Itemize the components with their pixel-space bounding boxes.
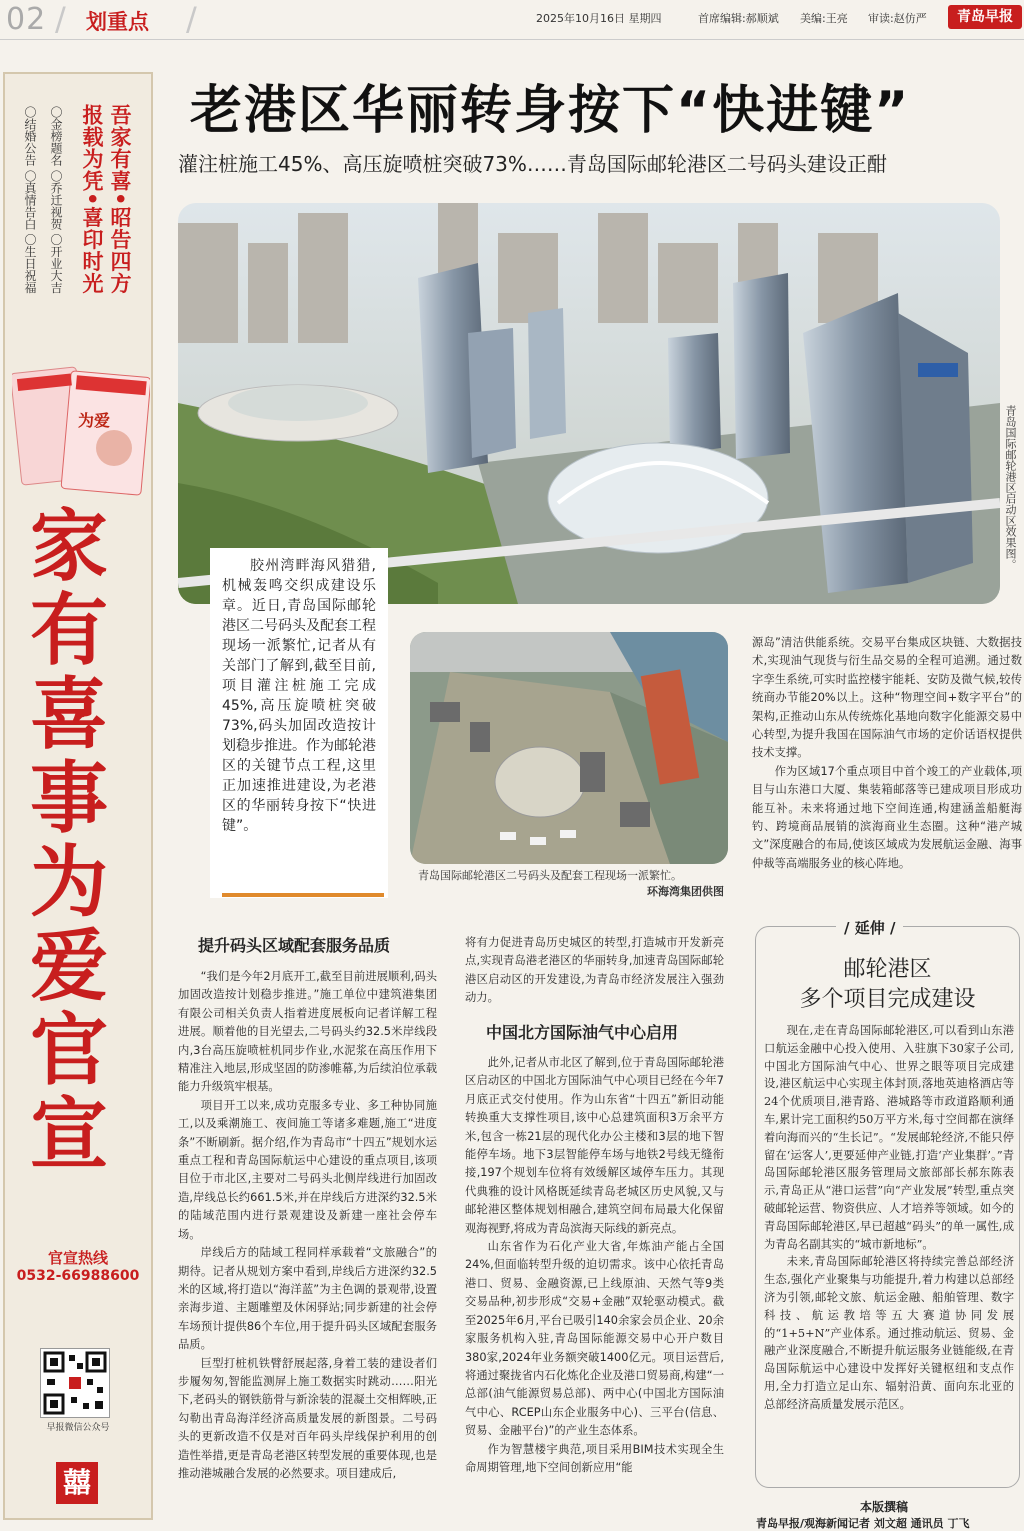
lead-paragraph: 胶州湾畔海风猎猎,机械轰鸣交织成建设乐章。近日,青岛国际邮轮港区二号码头及配套工程现场一派繁忙,记者从有关部门了解到,截至目前,项目灌注桩施工完成45%,高压旋喷桩突破73%,码头加固改造按计划稳步推进。作为邮轮港区的关键节点工程,这里正加速推进建设,为老港区的华丽转身按下“快进键”。 [222,558,376,834]
construction-site-photo [410,632,728,864]
credit-names: 青岛早报/观海新闻记者 刘文超 通讯员 丁飞 [756,1517,970,1530]
section-name: 划重点 [86,10,149,34]
sidebar-paragraph: 未来,青岛国际邮轮港区将持续完善总部经济生态,强化产业聚集与功能提升,着力构建以总部经济为引领,邮轮文旅、航运金融、船舶管理、数字科技、航运教培等五大赛道协同发展的“1+5+N”产业体系。通过推动航运、贸易、金融产业深度融合,不断提升航运服务业链能级,在青岛国际航运中心建设中发挥好关键枢纽和支点作用,全力打造立足山东、辐射沿黄、面向东北亚的总部经济高质量发展示范区。 [764,1255,1014,1411]
ad-items-2: 〇结婚公告 〇真情告白 〇生日祝福 [23,106,37,294]
hotline-number: 0532-66988600 [16,1268,140,1284]
sidebar-text [764,1022,1014,1414]
body-paragraph: 此外,记者从市北区了解到,位于青岛国际邮轮港区启动区的中国北方国际油气中心项目已经在今年7月底正式交付使用。作为山东省“十四五”新旧动能转换重大支撑性项目,该中心总建筑面积3万余平方米,包含一栋21层的现代化办公主楼和3层的地下智能停车场。地下3层智能停车场与地铁2号线无缝衔接,197个规划车位将有效缓解区域停车压力。其现代典雅的设计风格既延续青岛老城区历史风貌,又与邮轮港区整体规划相融合,建筑空间布局最大化保留观海视野,将成为青岛滨海天际线的新亮点。 [465,1056,724,1235]
issue-date: 2025年10月16日 星期四 [536,12,662,25]
body-column-2-top [465,934,724,1008]
sidebar-title-line2: 多个项目完成建设 [799,987,976,1012]
cruise-port-rendering-image [178,203,1000,604]
photo1-caption: 青岛国际邮轮港区启动区效果图。 [1004,405,1017,570]
qr-caption: 早报微信公众号 [46,1423,110,1433]
article-title: 老港区华丽转身按下“快进键” [190,81,911,141]
hotline-label: 官宣热线 [47,1249,108,1267]
body-paragraph: 巨型打桩机铁臂舒展起落,身着工装的建设者们步履匆匆,智能监测屏上施工数据实时跳动……阳光下,老码头的钢铁筋骨与新涂装的混凝土交相辉映,正勾勒出青岛海洋经济高质量发展的新图景。二号码头的更新改造不仅是对百年码头岸线保护利用的创造性举措,更是青岛老港区转型发展的重要体现,也是推动港城融合发展的必然要求。项目建成后, [178,1356,437,1480]
svg-text:为爱: 为爱 [78,411,111,430]
ad-headline-2: 报载为凭•喜印时光 [80,104,104,295]
proofreader: 审读:赵仿严 [868,12,927,25]
art-editor: 美编:王亮 [800,12,848,25]
body-paragraph: “我们是今年2月底开工,截至目前进展顺利,码头加固改造按计划稳步推进。”施工单位中建筑港集团有限公司相关负责人指着进度展板向记者详解工程进展。顺着他的目光望去,二号码头约32.5米岸线段内,3台高压旋喷桩机同步作业,水泥浆在高压作用下精准注入地层,形成坚固的防渗帷幕,为后续泊位承载能力升级筑牢根基。 [178,970,437,1094]
body-paragraph: 山东省作为石化产业大省,年炼油产能占全国24%,但面临转型升级的迫切需求。该中心依托青岛港口、贸易、金融资源,已上线原油、天然气等9类交易品种,初步形成“交易+金融”双轮驱动模式。截至2025年6月,平台已吸引140余家会员企业、20余家服务机构入驻,青岛国际能源交易中心开户数目380家,2024年业务额突破1400亿元。项目运营后,将通过聚拢省内石化炼化企业及港口贸易商,构建“一总部(油气能源贸易总部)、两中心(中国北方国际油气中心、RCEP山东企业服务中心)、三平台(信息、贸易、金融平台)”的产业生态体系。 [465,1240,724,1438]
ad-big-slogan: 家有喜事 为爱官宣 [30,502,109,1180]
body-column-2 [465,1054,724,1477]
sidebar-title-line1: 邮轮港区 [843,957,932,982]
newspaper-logo: 青岛早报 [948,5,1022,29]
right-paragraph: 源岛”清洁供能系统。交易平台集成区块链、大数据技术,实现油气现货与衍生品交易的全程可追溯。通过数字孪生系统,可实时监控楼宇能耗、安防及微气候,较传统商办节能20%以上。这种“物理空间+数字平台”的架构,正推动山东从传统炼化基地向数字化能源交易中心转型,为提升我国在国际油气市场的定价话语权提供技术支撑。 [752,636,1022,760]
page-number: 02 [6,2,47,37]
section1-heading: 提升码头区域配套服务品质 [198,936,391,955]
sidebar-tag: / 延伸 / [836,917,903,938]
double-happiness-stamp: 囍 [56,1462,98,1504]
section2-heading: 中国北方国际油气中心启用 [486,1023,679,1042]
header-divider: / [55,0,66,38]
chief-editor: 首席编辑:郝顺斌 [698,12,779,25]
credit-label: 本版撰稿 [860,1500,909,1514]
sidebar-paragraph: 现在,走在青岛国际邮轮港区,可以看到山东港口航运金融中心投入使用、入驻旗下30家子公司,中国北方国际油气中心、世界之眼等项目完成建设,港区航运中心实现主体封顶,落地英迪格酒店等24个优质项目,港青路、港城路等市政道路顺利通车,累计完工面积约50万平方米,每寸空间都在演绎着向海而兴的“生长记”。“发展邮轮经济,不能只停留在‘运客人’,更要延伸产业链,打造‘产业集群’。”青岛国际邮轮港区服务管理局文旅部部长郝东陈表示,青岛正从“港口运营”向“产业发展”转型,重点突破邮轮运营、物资供应、人才培养等领域。如今的青岛国际邮轮港区,早已超越“码头”的单一属性,成为青岛名副其实的“城市新地标”。 [764,1024,1014,1251]
ad-headline-1: 吾家有喜•昭告四方 [108,104,132,295]
right-paragraph: 作为区域17个重点项目中首个竣工的产业载体,项目与山东港口大厦、集装箱邮落等已建成项目形成功能互补。未来将通过地下空间连通,构建涵盖船艇海钓、跨境商品展销的滨海商业生态圈。这种“港产城文”深度融合的布局,使该区域成为发展航运金融、海事仲裁等高端服务业的核心阵地。 [752,764,1022,870]
article-subtitle: 灌注桩施工45%、高压旋喷桩突破73%……青岛国际邮轮港区二号码头建设正酣 [178,152,887,176]
body-column-1 [178,968,437,1483]
ad-items-1: 〇金榜题名 〇乔迁视贺 〇开业大吉 [49,106,63,294]
body-paragraph: 将有力促进青岛历史城区的转型,打造城市开发新亮点,实现青岛港老港区的华丽转身,加速青岛国际邮轮港区启动区的开发建设,为青岛市经济发展注入强劲动力。 [465,936,724,1005]
photo2-credit: 环海湾集团供图 [647,885,724,898]
lead-underline [222,893,384,897]
body-paragraph: 作为智慧楼宇典范,项目采用BIM技术实现全生命周期管理,地下空间创新应用“能 [465,1442,724,1474]
qr-code[interactable] [40,1348,110,1418]
body-paragraph: 岸线后方的陆域工程同样承载着“文旅融合”的期待。记者从规划方案中看到,岸线后方进深约32.5米的区域,将打造以“海洋蓝”为主色调的景观带,设置亲海步道、主题雕塑及休闲驿站;同步新建的社会停车场预计提供86个车位,用于提升码头区域配套服务品质。 [178,1246,437,1352]
header-divider: / [186,0,197,38]
ad-newspaper-thumbnails [12,362,150,498]
right-top-column [752,634,1022,873]
photo2-caption [418,868,724,900]
body-paragraph: 项目开工以来,成功克服多专业、多工种协同施工,以及乘潮施工、夜间施工等诸多难题,施工“进度条”不断刷新。据介绍,作为青岛市“十四五”规划水运重点工程和青岛国际航运中心建设的重点项目,该项目位于市北区,主要对二号码头北侧岸线进行加固改造,岸线总长约661.5米,并在岸线后方进深约32.5米的陆域范围内进行景观建设及新建一座社会停车场。 [178,1098,437,1241]
photo2-caption-text: 青岛国际邮轮港区二号码头及配套工程现场一派繁忙。 [418,869,682,882]
